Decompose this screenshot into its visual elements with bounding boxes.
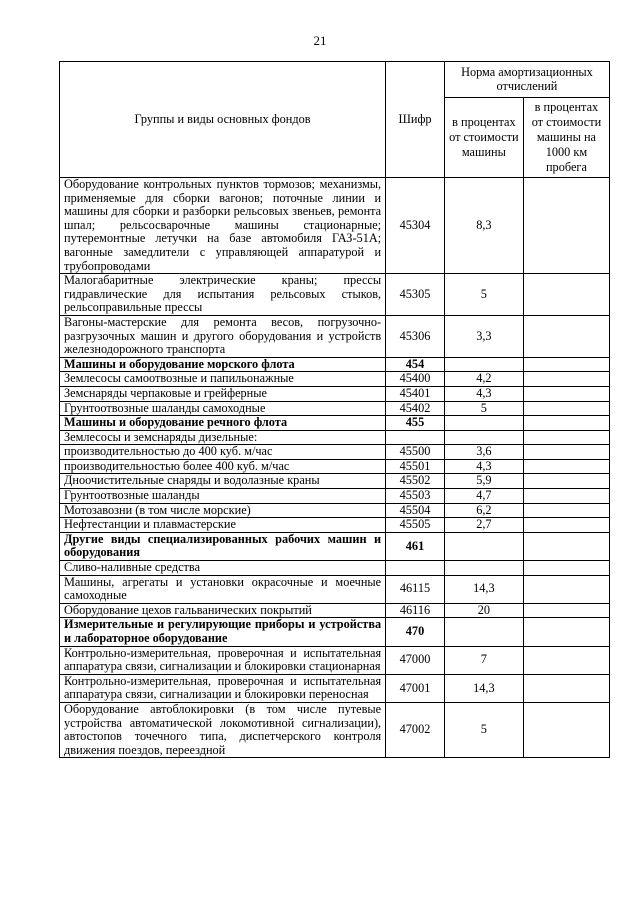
row-name-cell: Грунтоотвозные шаланды: [60, 489, 386, 504]
row-km-cell: [523, 416, 609, 431]
table-row: [60, 401, 610, 416]
row-pct-cell: 5: [444, 274, 523, 316]
row-pct-cell: 14,3: [444, 575, 523, 603]
row-code-cell: 45304: [386, 178, 445, 274]
row-km-cell: [523, 603, 609, 618]
row-code-cell: 454: [386, 357, 445, 372]
row-pct-cell: [444, 357, 523, 372]
row-pct-cell: 4,3: [444, 459, 523, 474]
row-name-cell: Нефтестанции и плавмастерские: [60, 518, 386, 533]
table-row: [60, 372, 610, 387]
row-pct-cell: 3,3: [444, 315, 523, 357]
row-pct-cell: 4,3: [444, 386, 523, 401]
row-km-cell: [523, 357, 609, 372]
group-row: [60, 416, 610, 431]
table-row: [60, 674, 610, 702]
row-code-cell: 461: [386, 532, 445, 560]
row-km-cell: [523, 503, 609, 518]
group-row: [60, 532, 610, 560]
table-row: [60, 178, 610, 274]
row-code-cell: 46116: [386, 603, 445, 618]
row-code-cell: 45501: [386, 459, 445, 474]
row-code-cell: 45503: [386, 489, 445, 504]
row-pct-cell: [444, 430, 523, 445]
table-row: [60, 646, 610, 674]
row-pct-cell: 3,6: [444, 445, 523, 460]
row-pct-cell: 4,2: [444, 372, 523, 387]
row-km-cell: [523, 430, 609, 445]
table-row: [60, 518, 610, 533]
table-row: [60, 315, 610, 357]
row-km-cell: [523, 474, 609, 489]
table-row: [60, 575, 610, 603]
row-pct-cell: 5: [444, 401, 523, 416]
table-body: [60, 178, 610, 758]
row-km-cell: [523, 445, 609, 460]
row-code-cell: 45400: [386, 372, 445, 387]
row-km-cell: [523, 386, 609, 401]
row-name-cell: Контрольно-измерительная, проверочная и испытательная аппаратура связи, сигнализации и блокировки переносная: [60, 674, 386, 702]
row-km-cell: [523, 702, 609, 757]
row-km-cell: [523, 178, 609, 274]
row-code-cell: 45306: [386, 315, 445, 357]
row-name-cell: Сливо-наливные средства: [60, 561, 386, 576]
row-name-cell: Оборудование контрольных пунктов тормозов; механизмы, применяемые для сборки вагонов; поточные линии и машины для сборки и разборки рельсовых звеньев, ремонта шпал; рельсосварочные машины стационарные; путеремонтные летучки на базе автомобиля ГАЗ-51А; вагонные замедлители с управляющей аппаратурой и трубопроводами: [60, 178, 386, 274]
row-km-cell: [523, 618, 609, 646]
row-code-cell: 470: [386, 618, 445, 646]
row-name-cell: Малогабаритные электрические краны; прессы гидравлические для испытания рельсовых стыков, рельсоправильные прессы: [60, 274, 386, 316]
table-row: [60, 503, 610, 518]
row-name-cell: Оборудование цехов гальванических покрытий: [60, 603, 386, 618]
row-pct-cell: [444, 618, 523, 646]
row-km-cell: [523, 315, 609, 357]
row-pct-cell: [444, 532, 523, 560]
row-name-cell: Землесосы самоотвозные и папильонажные: [60, 372, 386, 387]
group-row: [60, 618, 610, 646]
row-name-cell: производительностью до 400 куб. м/час: [60, 445, 386, 460]
row-km-cell: [523, 674, 609, 702]
row-code-cell: 45401: [386, 386, 445, 401]
table-row: [60, 386, 610, 401]
header-row-1: [60, 62, 610, 98]
table-row: [60, 702, 610, 757]
table-row: [60, 474, 610, 489]
table-row: [60, 459, 610, 474]
row-pct-cell: 6,2: [444, 503, 523, 518]
depreciation-norms-table: [59, 61, 610, 758]
row-km-cell: [523, 561, 609, 576]
row-code-cell: 45502: [386, 474, 445, 489]
row-code-cell: 45504: [386, 503, 445, 518]
table-row: [60, 561, 610, 576]
row-km-cell: [523, 646, 609, 674]
row-name-cell: Земснаряды черпаковые и грейферные: [60, 386, 386, 401]
row-name-cell: Машины и оборудование морского флота: [60, 357, 386, 372]
page-number: 21: [313, 33, 327, 48]
table-row: [60, 489, 610, 504]
row-name-cell: Измерительные и регулирующие приборы и устройства и лабораторное оборудование: [60, 618, 386, 646]
row-name-cell: Оборудование автоблокировки (в том числе путевые устройства автоматической локомотивной сигнализации), автостопов точечного типа, диспетчерского контроля движения поездов, переездной: [60, 702, 386, 757]
row-km-cell: [523, 518, 609, 533]
header-code: Шифр: [386, 62, 445, 178]
row-km-cell: [523, 274, 609, 316]
row-pct-cell: 5,9: [444, 474, 523, 489]
row-pct-cell: 8,3: [444, 178, 523, 274]
row-name-cell: Мотозавозни (в том числе морские): [60, 503, 386, 518]
row-name-cell: Вагоны-мастерские для ремонта весов, погрузочно-разгрузочных машин и другого оборудования и устройств железнодорожного транспорта: [60, 315, 386, 357]
table-row: [60, 274, 610, 316]
row-name-cell: Контрольно-измерительная, проверочная и испытательная аппаратура связи, сигнализации и блокировки стационарная: [60, 646, 386, 674]
row-km-cell: [523, 459, 609, 474]
row-name-cell: Другие виды специализированных рабочих машин и оборудования: [60, 532, 386, 560]
table-row: [60, 430, 610, 445]
row-km-cell: [523, 372, 609, 387]
row-pct-cell: 4,7: [444, 489, 523, 504]
row-km-cell: [523, 489, 609, 504]
row-code-cell: [386, 430, 445, 445]
row-km-cell: [523, 532, 609, 560]
row-km-cell: [523, 575, 609, 603]
row-name-cell: Дноочистительные снаряды и водолазные краны: [60, 474, 386, 489]
row-pct-cell: 7: [444, 646, 523, 674]
row-name-cell: Грунтоотвозные шаланды самоходные: [60, 401, 386, 416]
row-code-cell: 455: [386, 416, 445, 431]
row-code-cell: 45505: [386, 518, 445, 533]
row-pct-cell: 5: [444, 702, 523, 757]
row-code-cell: 47001: [386, 674, 445, 702]
row-code-cell: 45500: [386, 445, 445, 460]
row-pct-cell: [444, 416, 523, 431]
row-code-cell: 47000: [386, 646, 445, 674]
row-code-cell: 45402: [386, 401, 445, 416]
group-row: [60, 357, 610, 372]
header-pct-per-1000km: в процентах от стоимости машины на 1000 км пробега: [523, 98, 609, 178]
header-norm: Норма амортизационных отчислений: [444, 62, 609, 98]
row-name-cell: производительностью более 400 куб. м/час: [60, 459, 386, 474]
header-pct-of-cost: в процентах от стоимости машины: [444, 98, 523, 178]
row-code-cell: 47002: [386, 702, 445, 757]
row-pct-cell: 14,3: [444, 674, 523, 702]
row-pct-cell: 2,7: [444, 518, 523, 533]
row-code-cell: 46115: [386, 575, 445, 603]
row-name-cell: Машины, агрегаты и установки окрасочные и моечные самоходные: [60, 575, 386, 603]
row-pct-cell: [444, 561, 523, 576]
row-name-cell: Машины и оборудование речного флота: [60, 416, 386, 431]
row-code-cell: 45305: [386, 274, 445, 316]
row-pct-cell: 20: [444, 603, 523, 618]
row-km-cell: [523, 401, 609, 416]
row-code-cell: [386, 561, 445, 576]
header-groups: Группы и виды основных фондов: [60, 62, 386, 178]
table-row: [60, 445, 610, 460]
row-name-cell: Землесосы и земснаряды дизельные:: [60, 430, 386, 445]
table-row: [60, 603, 610, 618]
